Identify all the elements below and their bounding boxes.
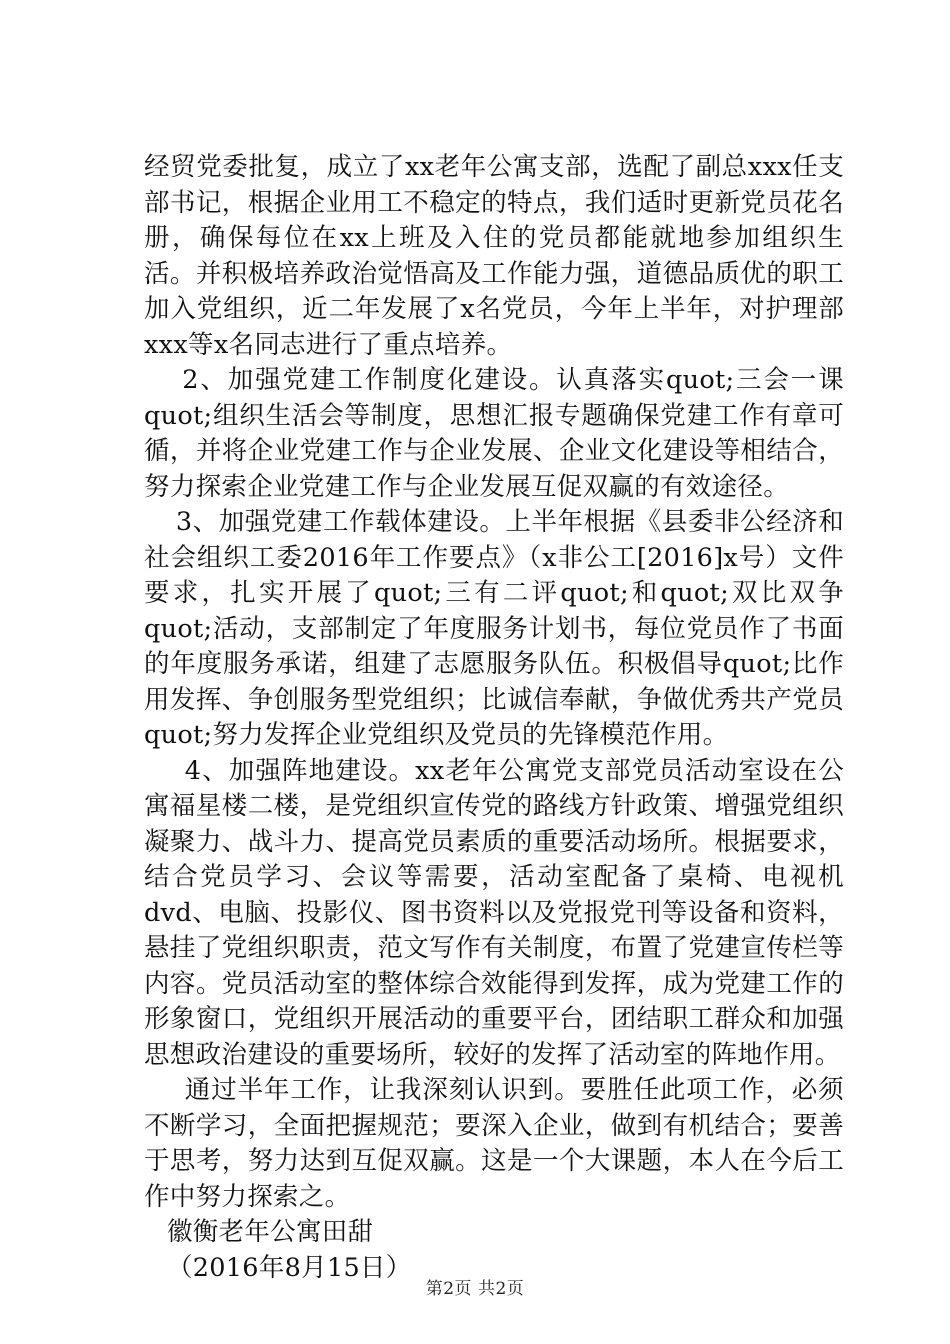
document-body <box>144 150 844 1286</box>
paragraph-party-branch: 经贸党委批复，成立了xx老年公寓支部，选配了副总xxx任支部书记，根据企业用工不稳定的特点，我们适时更新党员花名册，确保每位在xx上班及入住的党员都能就地参加组织生活。并积极培养政治觉悟高及工作能力强，道德品质优的职工加入党组织，近二年发展了x名党员，今年上半年，对护理部xxx等x名同志进行了重点培养。 <box>144 152 844 360</box>
signature-date: （2016年8月15日） <box>166 1252 412 1283</box>
paragraph-position-building: 4、加强阵地建设。xx老年公寓党支部党员活动室设在公寓福星楼二楼，是党组织宣传党的路线方针政策、增强党组织凝聚力、战斗力、提高党员素质的重要活动场所。根据要求，结合党员学习、会议等需要，活动室配备了桌椅、电视机dvd、电脑、投影仪、图书资料以及党报党刊等设备和资料，悬挂了党组织职责，范文写作有关制度，布置了党建宣传栏等内容。党员活动室的整体综合效能得到发挥，成为党建工作的形象窗口，党组织开展活动的重要平台，团结职工群众和加强思想政治建设的重要场所，较好的发挥了活动室的阵地作用。 <box>144 755 844 1070</box>
signature: 徽衡老年公寓田甜 <box>166 1217 374 1247</box>
paragraph-summary: 通过半年工作，让我深刻认识到。要胜任此项工作，必须不断学习，全面把握规范；要深入企业，做到有机结合；要善于思考，努力达到互促双赢。这是一个大课题，本人在今后工作中努力探索之。 <box>144 1075 844 1212</box>
paragraph-carrier-building: 3、加强党建工作载体建设。上半年根据《县委非公经济和社会组织工委2016年工作要点》（x非公工[2016]x号）文件要求，扎实开展了quot;三有二评quot;和quot;双比双争quot;活动，支部制定了年度服务计划书，每位党员作了书面的年度服务承诺，组建了志愿服务队伍。积极倡导quot;比作用发挥、争创服务型党组织；比诚信奉献，争做优秀共产党员quot;努力发挥企业党组织及党员的先锋模范作用。 <box>144 507 844 750</box>
paragraph-institution-building: 2、加强党建工作制度化建设。认真落实quot;三会一课quot;组织生活会等制度，思想汇报专题确保党建工作有章可循，并将企业党建工作与企业发展、企业文化建设等相结合，努力探索企业党建工作与企业发展互促双赢的有效途径。 <box>144 365 844 502</box>
page-footer: 第2页 共2页 <box>425 1279 525 1299</box>
